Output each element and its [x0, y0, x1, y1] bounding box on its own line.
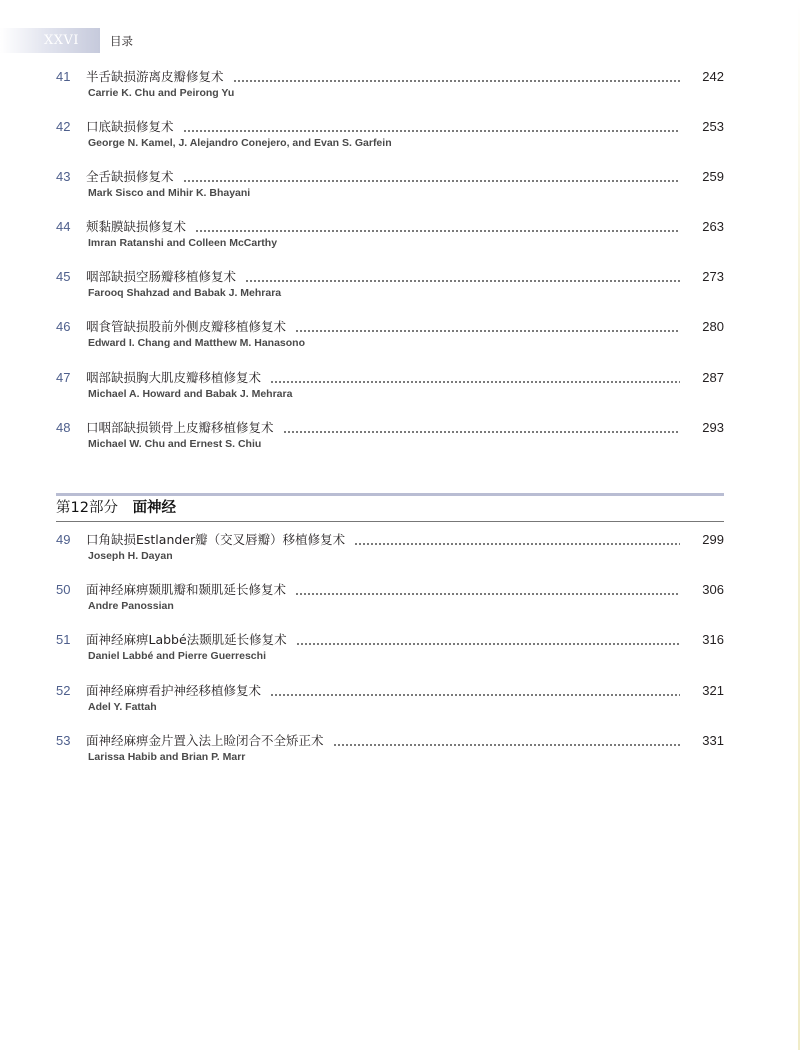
page-number: 280 [702, 319, 724, 334]
toc-entry[interactable] [56, 268, 724, 312]
chapter-number: 47 [56, 370, 71, 385]
toc-line [86, 732, 724, 750]
chapter-authors: Farooq Shahzad and Babak J. Mehrara [88, 287, 282, 299]
toc-entry[interactable] [56, 369, 724, 413]
chapter-number: 41 [56, 69, 71, 84]
chapter-number: 46 [56, 319, 71, 334]
dot-leader [233, 68, 680, 86]
page-number: 331 [702, 733, 724, 748]
chapter-authors: Mark Sisco and Mihir K. Bhayani [88, 187, 251, 199]
chapter-authors: Larissa Habib and Brian P. Marr [88, 751, 246, 763]
toc-line [86, 419, 724, 437]
toc-line [86, 369, 724, 387]
page-number: 299 [702, 532, 724, 547]
dot-leader [295, 318, 680, 336]
page-number-roman: XXVI [44, 33, 80, 48]
page-number: 253 [702, 119, 724, 134]
chapter-number: 48 [56, 420, 71, 435]
chapter-authors: Michael A. Howard and Babak J. Mehrara [88, 388, 293, 400]
toc-line [86, 218, 724, 236]
chapter-authors: Andre Panossian [88, 600, 174, 612]
dot-leader [245, 268, 680, 286]
chapter-title[interactable]: 面神经麻痹金片置入法上睑闭合不全矫正术 [86, 733, 324, 748]
chapter-authors: Joseph H. Dayan [88, 550, 173, 562]
dot-leader [183, 118, 680, 136]
chapter-number: 49 [56, 532, 71, 547]
chapter-number: 45 [56, 269, 71, 284]
page-number: 242 [702, 69, 724, 84]
dot-leader [295, 581, 680, 599]
dot-leader [354, 531, 680, 549]
section-divider [56, 521, 724, 522]
toc-line [86, 68, 724, 86]
toc-entry[interactable] [56, 68, 724, 112]
chapter-title[interactable]: 口底缺损修复术 [86, 119, 174, 134]
toc-line [86, 318, 724, 336]
toc-line [86, 682, 724, 700]
chapter-number: 51 [56, 632, 71, 647]
chapter-authors: Imran Ratanshi and Colleen McCarthy [88, 237, 278, 249]
section-rule [56, 493, 724, 496]
toc-entry[interactable] [56, 531, 724, 575]
dot-leader [270, 682, 680, 700]
chapter-title[interactable]: 颊黏膜缺损修复术 [86, 219, 187, 234]
page-number: 273 [702, 269, 724, 284]
chapter-title[interactable]: 咽部缺损胸大肌皮瓣移植修复术 [86, 370, 262, 385]
chapter-authors: Daniel Labbé and Pierre Guerreschi [88, 650, 266, 662]
toc-entry[interactable] [56, 682, 724, 726]
section-heading [56, 498, 724, 520]
chapter-authors: Carrie K. Chu and Peirong Yu [88, 87, 235, 99]
chapter-title[interactable]: 咽部缺损空肠瓣移植修复术 [86, 269, 237, 284]
chapter-authors: Edward I. Chang and Matthew M. Hanasono [88, 337, 306, 349]
chapter-authors: George N. Kamel, J. Alejandro Conejero, and Evan S. Garfein [88, 137, 392, 149]
toc-line [86, 268, 724, 286]
chapter-number: 42 [56, 119, 71, 134]
toc-entry[interactable] [56, 168, 724, 212]
dot-leader [195, 218, 680, 236]
chapter-title[interactable]: 面神经麻痹Labbé法颞肌延长修复术 [86, 632, 287, 647]
page-number: 259 [702, 169, 724, 184]
chapter-number: 53 [56, 733, 71, 748]
chapter-title[interactable]: 全舌缺损修复术 [86, 169, 174, 184]
chapter-number: 44 [56, 219, 71, 234]
chapter-authors: Adel Y. Fattah [88, 701, 157, 713]
page-title: 目录 [110, 34, 133, 48]
toc-line [86, 168, 724, 186]
toc-entry[interactable] [56, 631, 724, 675]
dot-leader [283, 419, 680, 437]
dot-leader [296, 631, 680, 649]
toc-entry[interactable] [56, 218, 724, 262]
page-number: 306 [702, 582, 724, 597]
dot-leader [270, 369, 680, 387]
chapter-authors: Michael W. Chu and Ernest S. Chiu [88, 438, 262, 450]
toc-entry[interactable] [56, 318, 724, 362]
chapter-title[interactable]: 口角缺损Estlander瓣（交叉唇瓣）移植修复术 [86, 532, 346, 547]
chapter-number: 50 [56, 582, 71, 597]
toc-line [86, 531, 724, 549]
toc-entry[interactable] [56, 732, 724, 776]
chapter-title[interactable]: 面神经麻痹颞肌瓣和颞肌延长修复术 [86, 582, 287, 597]
toc-entry[interactable] [56, 118, 724, 162]
toc-line [86, 118, 724, 136]
page-number: 263 [702, 219, 724, 234]
toc-line [86, 581, 724, 599]
toc-entry[interactable] [56, 581, 724, 625]
chapter-number: 43 [56, 169, 71, 184]
page-number: 293 [702, 420, 724, 435]
page-number: 316 [702, 632, 724, 647]
chapter-title[interactable]: 面神经麻痹看护神经移植修复术 [86, 683, 262, 698]
chapter-title[interactable]: 咽食管缺损股前外侧皮瓣移植修复术 [86, 319, 287, 334]
chapter-title[interactable]: 半舌缺损游离皮瓣修复术 [86, 69, 224, 84]
page-number: 321 [702, 683, 724, 698]
section-label: 第12部分 [56, 500, 118, 516]
page-number: 287 [702, 370, 724, 385]
toc-entry[interactable] [56, 419, 724, 463]
dot-leader [183, 168, 680, 186]
toc-line [86, 631, 724, 649]
chapter-number: 52 [56, 683, 71, 698]
dot-leader [333, 732, 680, 750]
chapter-title[interactable]: 口咽部缺损锁骨上皮瓣移植修复术 [86, 420, 274, 435]
section-name: 面神经 [132, 500, 177, 516]
